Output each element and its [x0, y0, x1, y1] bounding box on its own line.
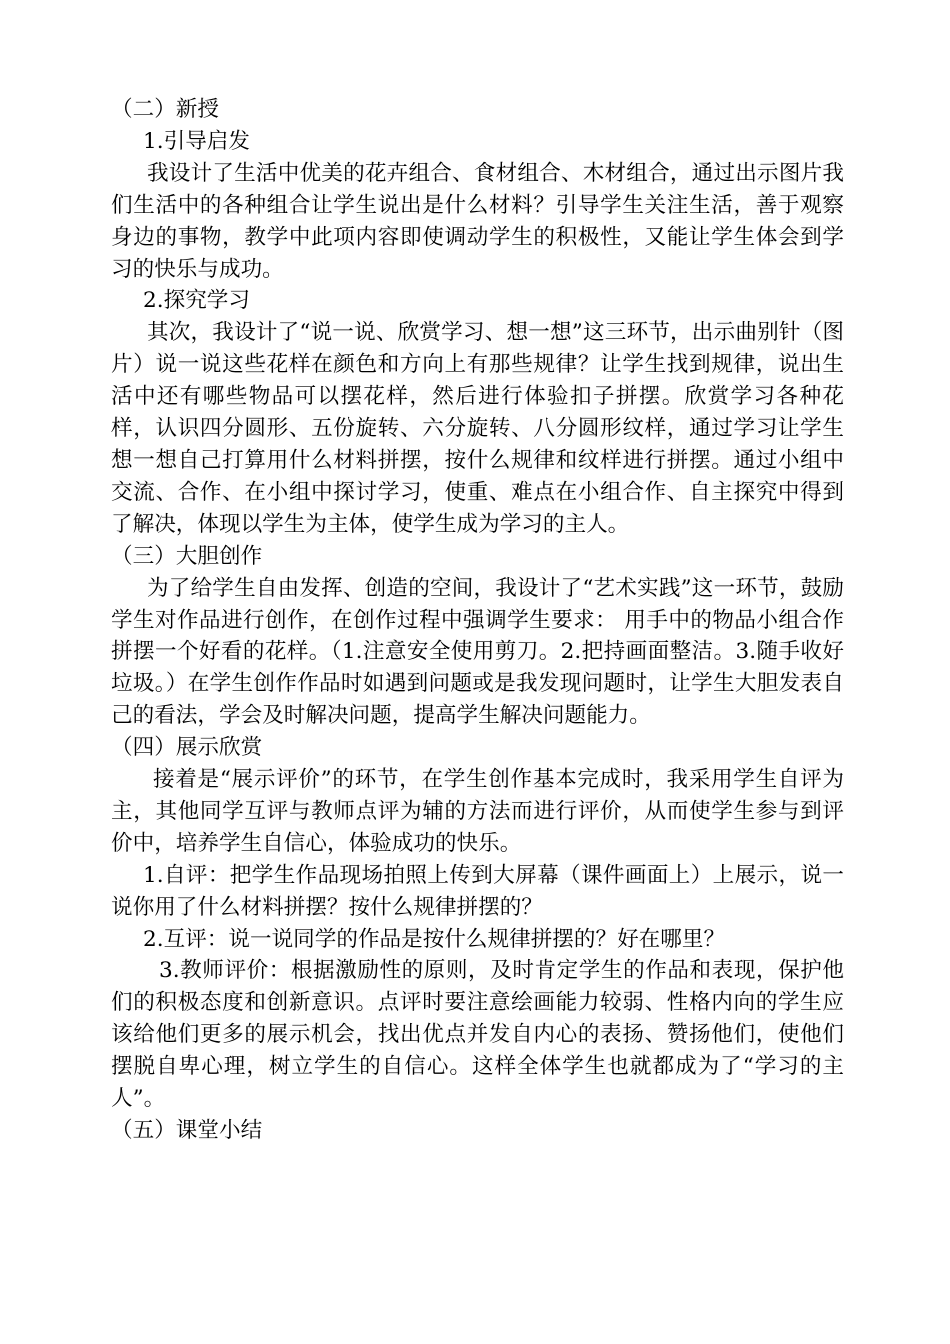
paragraph-teacher-evaluation: 3.教师评价：根据激励性的原则，及时肯定学生的作品和表现，保护他们的积极态度和创新意识。点评时要注意绘画能力较弱、性格内向的学生应该给他们更多的展示机会，找出优点并发自内心的表扬、赞扬他们，使他们摆脱自卑心理，树立学生的自信心。这样全体学生也就都成为了“学习的主人”。 — [111, 958, 844, 1112]
subheading-inquiry: 2.探究学习 — [143, 288, 250, 314]
paragraph-creation: 为了给学生自由发挥、创造的空间，我设计了“艺术实践”这一环节，鼓励学生对作品进行创作，在创作过程中强调学生要求： 用手中的物品小组合作拼摆一个好看的花样。（1.注意安全使用剪刀。2.把持画面整洁。3.随手收好垃圾。）在学生创作作品时如遇到问题或是我发现问题时，让学生大胆发表自己的看法，学会及时解决问题，提高学生解决问题能力。 — [111, 575, 844, 729]
paragraph-display-intro: 接着是“展示评价”的环节，在学生创作基本完成时，我采用学生自评为主，其他同学互评与教师点评为辅的方法而进行评价，从而使学生参与到评价中，培养学生自信心，体验成功的快乐。 — [111, 767, 844, 856]
paragraph-self-evaluation: 1.自评：把学生作品现场拍照上传到大屏幕（课件画面上）上展示，说一说你用了什么材料拼摆？按什么规律拼摆的？ — [111, 862, 844, 920]
section-heading-new-teaching: （二）新授 — [111, 97, 219, 122]
subheading-guidance: 1.引导启发 — [143, 128, 250, 154]
paragraph-peer-evaluation: 2.互评：说一说同学的作品是按什么规律拼摆的？好在哪里？ — [143, 926, 726, 952]
section-heading-creation: （三）大胆创作 — [111, 543, 263, 569]
paragraph-inquiry: 其次，我设计了“说一说、欣赏学习、想一想”这三环节，出示曲别针（图片）说一说这些花样在颜色和方向上有那些规律？让学生找到规律，说出生活中还有哪些物品可以摆花样，然后进行体验扣子拼摆。欣赏学习各种花样，认识四分圆形、五份旋转、六分旋转、八分圆形纹样，通过学习让学生想一想自己打算用什么材料拼摆，按什么规律和纹样进行拼摆。通过小组中交流、合作、在小组中探讨学习，使重、难点在小组合作、自主探究中得到了解决，体现以学生为主体，使学生成为学习的主人。 — [111, 320, 844, 537]
section-heading-summary: （五）课堂小结 — [111, 1118, 263, 1143]
section-heading-display: （四）展示欣赏 — [111, 735, 263, 761]
paragraph-guidance: 我设计了生活中优美的花卉组合、食材组合、木材组合，通过出示图片我们生活中的各种组合让学生说出是什么材料？引导学生关注生活，善于观察身边的事物，教学中此项内容即使调动学生的积极性，又能让学生体会到学习的快乐与成功。 — [111, 160, 844, 282]
document-body — [111, 94, 844, 1147]
